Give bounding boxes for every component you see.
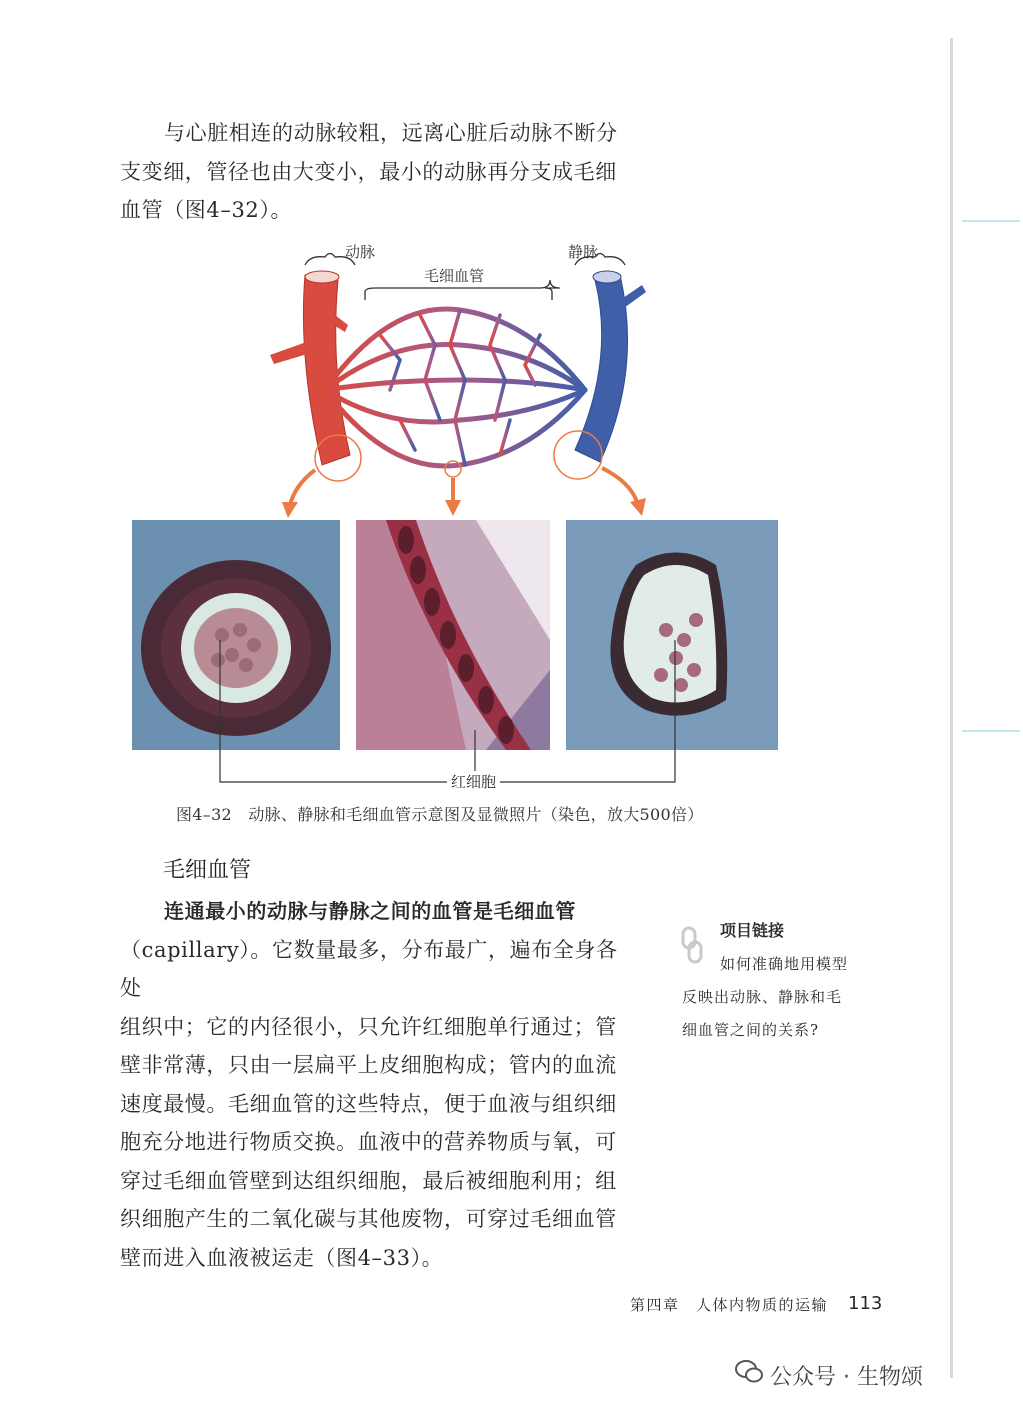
intro-line: 血管（图4–32）。 — [120, 198, 293, 222]
arrow-vein — [602, 468, 637, 502]
paragraph-line: （capillary）。它数量最多，分布最广，遍布全身各处 — [120, 937, 618, 1000]
paragraph-line: 织细胞产生的二氧化碳与其他废物，可穿过毛细血管 — [120, 1207, 617, 1231]
chapter-footer: 第四章 人体内物质的运输 — [630, 1296, 829, 1314]
page-spine-edge — [950, 38, 953, 1378]
watermark — [740, 1360, 923, 1391]
paragraph-line: 壁非常薄，只由一层扁平上皮细胞构成；管内的血流 — [120, 1053, 617, 1077]
section-title: 毛细血管 — [163, 858, 252, 883]
sidebar-line: 细血管之间的关系? — [682, 1021, 820, 1039]
page-edge-mark — [962, 220, 1020, 222]
paragraph-line: 壁而进入血液被运走（图4–33）。 — [120, 1245, 444, 1270]
rbc-pointer-lines — [215, 640, 685, 790]
sidebar-line: 如何准确地用模型 — [720, 955, 849, 973]
bold-definition: 连通最小的动脉与静脉之间的血管是毛细血管 — [164, 899, 576, 923]
sidebar-line: 反映出动脉、静脉和毛 — [682, 988, 843, 1006]
paragraph-line: 速度最慢。毛细血管的这些特点，便于血液与组织细 — [120, 1091, 617, 1116]
intro-line: 与心脏相连的动脉较粗，远离心脏后动脉不断分 — [164, 121, 618, 145]
arrow-artery — [290, 470, 315, 505]
intro-line: 支变细，管径也由大变小，最小的动脉再分支成毛细 — [120, 159, 617, 184]
watermark-text: 公众号 · 生物颂 — [770, 1365, 923, 1390]
intro-paragraph — [120, 114, 635, 230]
figure-caption: 图4–32 动脉、静脉和毛细血管示意图及显微照片（染色，放大500倍） — [176, 805, 704, 824]
capillary-crosslinks — [380, 310, 540, 465]
wechat-icon — [734, 1358, 764, 1384]
blood-vessel-diagram — [250, 240, 770, 520]
page-number: 113 — [848, 1293, 883, 1314]
page-edge-mark — [962, 730, 1020, 732]
paragraph-line: 穿过毛细血管壁到达组织细胞，最后被细胞利用；组 — [120, 1168, 617, 1193]
paragraph-line: 组织中；它的内径很小，只允许红细胞单行通过；管 — [120, 1014, 617, 1039]
capillary-label: 毛细血管 — [424, 267, 485, 285]
vein-label: 静脉 — [568, 243, 599, 261]
vein-vessel — [575, 275, 628, 462]
paragraph-line: 胞充分地进行物质交换。血液中的营养物质与氧，可 — [120, 1130, 617, 1154]
capillary-paragraph — [120, 892, 635, 1277]
rbc-label: 红细胞 — [447, 771, 500, 792]
sidebar-title: 项目链接 — [720, 921, 785, 940]
artery-label: 动脉 — [345, 243, 376, 261]
sidebar-text — [682, 948, 882, 1047]
